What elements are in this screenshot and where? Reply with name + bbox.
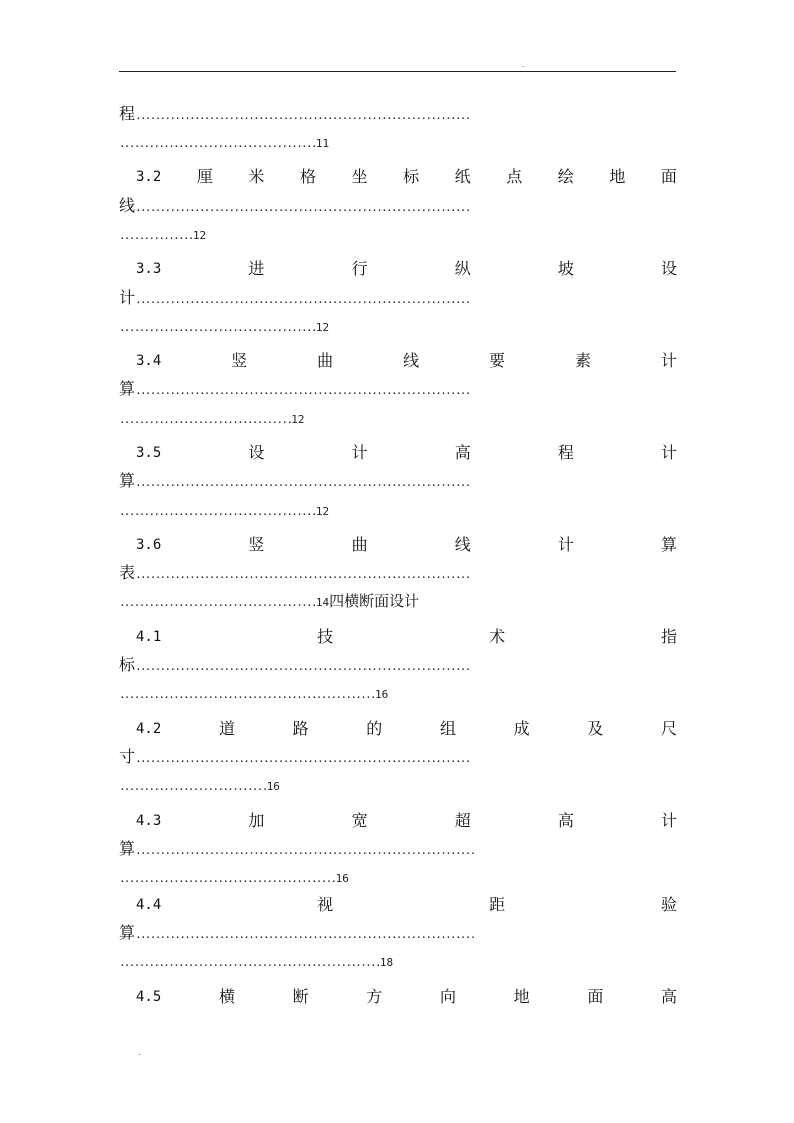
toc-page-number: 14 [315, 596, 330, 609]
toc-entry-page-line [119, 774, 280, 796]
toc-entry-page-line [119, 866, 349, 888]
toc-entry-page-line [119, 407, 305, 429]
toc-title-char: 算 [660, 535, 677, 554]
dot-leader: ..................................................................... [135, 844, 475, 857]
dot-leader: .................................................................... [135, 109, 470, 122]
toc-title-char: 横 [218, 987, 235, 1006]
toc-title-char: 点 [506, 167, 523, 186]
dot-leader: .................................................................... [135, 384, 470, 397]
dot-leader: .............................. [119, 780, 267, 793]
toc-title-char: 进 [248, 259, 265, 278]
toc-tail-text: 寸 [119, 747, 136, 766]
toc-section-number: 3.3 [136, 261, 162, 277]
toc-entry-tail [119, 378, 470, 400]
toc-title-char: 超 [454, 811, 471, 830]
dot-leader: ..................................................................... [135, 928, 475, 941]
toc-page-number: 12 [291, 413, 305, 426]
toc-title-char: 计 [660, 443, 677, 462]
toc-title-char: 高 [660, 987, 677, 1006]
toc-tail-text: 标 [119, 655, 136, 674]
header-mark: . [522, 60, 525, 69]
dot-leader: .................................................... [119, 688, 375, 701]
toc-page-number: 16 [266, 780, 280, 793]
toc-title-char: 计 [660, 351, 677, 370]
toc-entry-heading [119, 350, 679, 372]
toc-title-char: 地 [513, 987, 530, 1006]
toc-title-char: 竖 [248, 535, 265, 554]
dot-leader: .................................................................... [135, 568, 470, 581]
toc-tail-text: 算 [119, 839, 136, 858]
toc-title-char: 行 [351, 259, 368, 278]
toc-tail-text: 算 [119, 923, 136, 942]
toc-title-char: 高 [454, 443, 471, 462]
toc-title-char: 向 [439, 987, 456, 1006]
toc-section-number: 4.2 [136, 721, 162, 737]
toc-entry-heading [119, 442, 679, 464]
dot-leader: .................................................................... [135, 293, 470, 306]
toc-title-char: 组 [439, 719, 456, 738]
dot-leader: .................................................................... [135, 201, 470, 214]
toc-page-number: 12 [315, 505, 330, 518]
toc-tail-text: 计 [119, 288, 136, 307]
toc-entry-page-line [119, 131, 329, 153]
toc-tail-text: 表 [119, 563, 136, 582]
toc-entry-heading [119, 626, 679, 648]
toc-title-char: 指 [660, 627, 677, 646]
toc-entry-tail [119, 195, 470, 217]
toc-title-char: 的 [366, 719, 383, 738]
dot-leader: .................................................................... [135, 660, 470, 673]
dot-leader: ........................................ [119, 321, 316, 334]
toc-title-char: 方 [366, 987, 383, 1006]
toc-title-char: 高 [557, 811, 574, 830]
dot-leader: ........................................ [119, 137, 316, 150]
toc-page-number: 16 [374, 688, 389, 701]
toc-entry-heading [119, 810, 679, 832]
toc-entry-tail [119, 654, 470, 676]
toc-title-char: 格 [299, 167, 316, 186]
toc-section-number: 3.5 [136, 445, 162, 461]
toc-title-char: 术 [489, 627, 506, 646]
toc-entry-heading [119, 166, 679, 188]
dot-leader: ........................................ [119, 596, 316, 609]
toc-title-char: 路 [292, 719, 309, 738]
toc-entry-heading [119, 894, 679, 916]
toc-title-char: 绘 [557, 167, 574, 186]
toc-entry-tail [119, 287, 470, 309]
toc-title-char: 断 [292, 987, 309, 1006]
toc-title-char: 纵 [454, 259, 471, 278]
toc-page-number: 12 [315, 321, 330, 334]
toc-title-char: 技 [317, 627, 334, 646]
toc-section-number: 4.4 [136, 897, 162, 913]
toc-entry-tail [119, 103, 470, 125]
toc-tail-text: 程 [119, 104, 136, 123]
toc-tail-text: 算 [119, 471, 136, 490]
toc-section-number: 4.5 [136, 989, 162, 1005]
toc-title-char: 视 [317, 895, 334, 914]
toc-entry-heading [119, 718, 679, 740]
toc-title-char: 面 [587, 987, 604, 1006]
toc-title-char: 纸 [454, 167, 471, 186]
toc-section-number: 3.2 [136, 169, 162, 185]
toc-title-char: 竖 [231, 351, 248, 370]
toc-page-number: 18 [379, 956, 394, 969]
toc-title-char: 厘 [196, 167, 213, 186]
toc-entry-page-line [119, 499, 329, 521]
toc-entry-tail [119, 922, 475, 944]
toc-page-number: 16 [335, 872, 349, 885]
toc-entry-page-line [119, 950, 393, 972]
toc-entry-heading [119, 534, 679, 556]
toc-title-char: 距 [489, 895, 506, 914]
toc-title-char: 程 [557, 443, 574, 462]
toc-title-char: 尺 [660, 719, 677, 738]
dot-leader: ................................... [119, 413, 292, 426]
toc-chapter-heading: 四横断面设计 [329, 592, 420, 610]
toc-title-char: 素 [574, 351, 591, 370]
toc-title-char: 坐 [351, 167, 368, 186]
toc-entry-tail [119, 470, 470, 492]
toc-title-char: 道 [218, 719, 235, 738]
toc-title-char: 设 [248, 443, 265, 462]
toc-title-char: 设 [660, 259, 677, 278]
toc-title-char: 地 [609, 167, 626, 186]
toc-page-number: 11 [315, 137, 330, 150]
toc-entry-page-line [119, 682, 388, 704]
toc-title-char: 曲 [351, 535, 368, 554]
toc-page-number: 12 [192, 229, 207, 242]
toc-title-char: 坡 [557, 259, 574, 278]
toc-title-char: 验 [660, 895, 677, 914]
toc-entry-page-line [119, 590, 419, 612]
toc-section-number: 3.4 [136, 353, 162, 369]
dot-leader: ..................................................... [119, 956, 380, 969]
dot-leader: ........................................ [119, 505, 316, 518]
toc-section-number: 3.6 [136, 537, 162, 553]
toc-title-char: 计 [557, 535, 574, 554]
toc-title-char: 要 [489, 351, 506, 370]
toc-title-char: 线 [454, 535, 471, 554]
toc-entry-tail [119, 562, 470, 584]
toc-tail-text: 线 [119, 196, 136, 215]
toc-entry-page-line [119, 223, 206, 245]
dot-leader: .................................................................... [135, 476, 470, 489]
dot-leader: ............... [119, 229, 193, 242]
toc-title-char: 加 [248, 811, 265, 830]
toc-entry-tail [119, 838, 475, 860]
toc-entry-page-line [119, 315, 329, 337]
footer-mark: . [138, 1048, 141, 1057]
toc-tail-text: 算 [119, 379, 136, 398]
dot-leader: .................................................................... [135, 752, 470, 765]
toc-section-number: 4.3 [136, 813, 162, 829]
dot-leader: ............................................ [119, 872, 336, 885]
toc-section-number: 4.1 [136, 629, 162, 645]
toc-title-char: 成 [513, 719, 530, 738]
toc-title-char: 及 [587, 719, 604, 738]
toc-title-char: 曲 [317, 351, 334, 370]
toc-entry-tail [119, 746, 470, 768]
toc-entry-heading [119, 986, 679, 1008]
toc-title-char: 米 [248, 167, 265, 186]
toc-title-char: 宽 [351, 811, 368, 830]
toc-title-char: 线 [403, 351, 420, 370]
toc-title-char: 计 [351, 443, 368, 462]
toc-title-char: 面 [660, 167, 677, 186]
toc-title-char: 标 [403, 167, 420, 186]
toc-title-char: 计 [660, 811, 677, 830]
toc-entry-heading [119, 258, 679, 280]
header-rule [119, 71, 676, 72]
